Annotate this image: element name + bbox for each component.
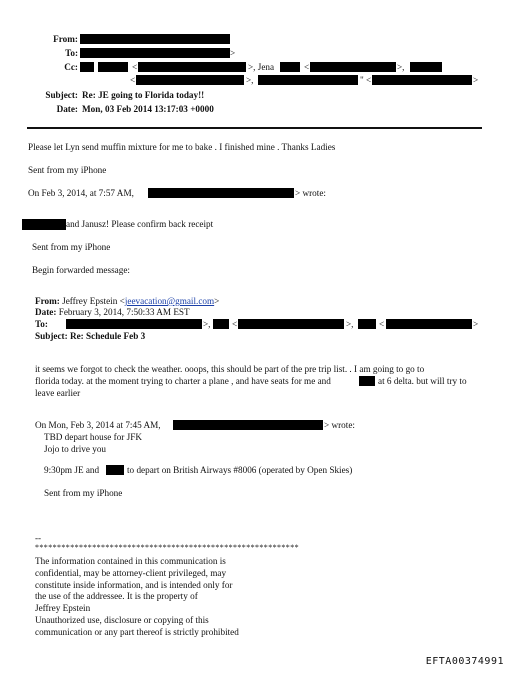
redacted-fwd-to-5 <box>386 319 472 329</box>
redacted-cc-9 <box>372 75 472 85</box>
cc-sep-1: >, <box>397 62 405 72</box>
fwd-from-close: > <box>214 296 220 306</box>
cc-label: Cc: <box>64 62 78 72</box>
disclaimer-line: The information contained in this communication is <box>35 556 226 566</box>
redacted-cc-5 <box>310 62 396 72</box>
reply-quote-suffix: > wrote: <box>295 188 326 198</box>
fwd-body-line2b: at 6 delta. but will try to <box>378 376 467 386</box>
inner-line1: and Janusz! Please confirm back receipt <box>66 219 214 229</box>
disclaimer-line: constitute inside information, and is intended only for <box>35 579 233 590</box>
fwd-from-line <box>35 296 219 307</box>
forwarded-marker: Begin forwarded message: <box>32 265 130 275</box>
cc-lt-3: < <box>130 75 136 85</box>
redacted-quote-sender <box>148 188 294 198</box>
fwd-body-line3: leave earlier <box>35 388 81 398</box>
date-value: Mon, 03 Feb 2014 13:17:03 +0000 <box>82 104 214 114</box>
reply-signature: Sent from my iPhone <box>28 165 107 175</box>
fwd-body-line1: it seems we forgot to check the weather. ooops, this should be part of the pre trip list. . I am going to go to <box>35 364 425 374</box>
fwd-subject-line <box>35 331 145 342</box>
to-close: > <box>230 48 236 58</box>
cc-jena: >, Jena <box>248 62 275 72</box>
subject-label: Subject: <box>45 90 78 100</box>
fwd-to-close: > <box>473 319 479 329</box>
redacted-cc-8 <box>258 75 358 85</box>
redacted-cc-7 <box>136 75 244 85</box>
from-label: From: <box>53 34 78 44</box>
redacted-fwd-to-2 <box>213 319 229 329</box>
redacted-fwd-body <box>359 376 375 386</box>
quoted-line2: Jojo to drive you <box>44 444 107 454</box>
reply-body: Please let Lyn send muffin mixture for me to bake . I finished mine . Thanks Ladies <box>28 142 336 152</box>
redacted-to <box>80 48 230 58</box>
to-label: To: <box>65 48 78 58</box>
fwd-subject-value: Re: Schedule Feb 3 <box>69 331 146 341</box>
disclaimer-line: confidential, may be attorney-client privileged, may <box>35 567 227 578</box>
date-label: Date: <box>56 104 78 114</box>
redacted-fwd-to-4 <box>358 319 376 329</box>
footer-dashes: -- <box>35 533 42 543</box>
subject-value: Re: JE going to Florida today!! <box>82 90 205 100</box>
disclaimer-line: communication or any part thereof is strictly prohibited <box>35 626 239 637</box>
redacted-fwd-to-1 <box>66 319 202 329</box>
fwd-date-value: February 3, 2014, 7:50:33 AM EST <box>58 307 190 317</box>
bates-number: EFTA00374991 <box>425 656 504 667</box>
redacted-quoted-name <box>106 465 124 475</box>
quoted-line3a: 9:30pm JE and <box>44 465 100 475</box>
fwd-from-label: From: <box>35 296 60 306</box>
inner-signature: Sent from my iPhone <box>32 242 111 252</box>
fwd-to-sep-1: >, <box>203 319 211 329</box>
fwd-from-email[interactable]: jeevacation@gmail.com <box>124 296 215 306</box>
cc-quote-lt: " < <box>360 75 372 85</box>
fwd-date-line <box>35 307 190 318</box>
fwd-to-lt-2: < <box>379 319 385 329</box>
disclaimer <box>35 556 239 639</box>
disclaimer-line: Jeffrey Epstein <box>35 603 91 614</box>
fwd-to-sep-2: >, <box>346 319 354 329</box>
fwd-to-label: To: <box>35 319 48 329</box>
redacted-cc-6 <box>410 62 442 72</box>
quoted-signature: Sent from my iPhone <box>44 488 123 498</box>
fwd-from-name: Jeffrey Epstein < <box>62 296 125 306</box>
fwd-date-label: Date: <box>35 307 57 317</box>
fwd-subject-label: Subject: <box>35 331 68 341</box>
redacted-cc-3 <box>138 62 246 72</box>
redacted-inner-1 <box>22 219 66 230</box>
cc-lt-2: < <box>304 62 310 72</box>
redacted-quoted-sender <box>173 420 323 430</box>
redacted-cc-4 <box>280 62 300 72</box>
quoted-line1: TBD depart house for JFK <box>44 432 142 442</box>
fwd-body-line2a: florida today. at the moment trying to charter a plane , and have seats for me and <box>35 376 331 386</box>
quoted-suffix: > wrote: <box>324 420 355 430</box>
redacted-cc-1 <box>80 62 94 72</box>
disclaimer-line: the use of the addressee. It is the property of <box>35 591 198 602</box>
redacted-from <box>80 34 230 44</box>
cc-sep-2: >, <box>246 75 254 85</box>
cc-lt-1: < <box>132 62 138 72</box>
header-divider <box>27 127 482 129</box>
quoted-line3b: to depart on British Airways #8006 (operated by Open Skies) <box>127 465 353 475</box>
quoted-header: On Mon, Feb 3, 2014 at 7:45 AM, <box>35 420 161 430</box>
redacted-fwd-to-3 <box>238 319 344 329</box>
fwd-to-lt-1: < <box>232 319 238 329</box>
cc-close: > <box>473 75 479 85</box>
redacted-cc-2 <box>98 62 128 72</box>
disclaimer-line: Unauthorized use, disclosure or copying of this <box>35 614 209 625</box>
reply-quote-header: On Feb 3, 2014, at 7:57 AM, <box>28 188 134 198</box>
footer-stars: ************************************************************ <box>35 543 299 552</box>
